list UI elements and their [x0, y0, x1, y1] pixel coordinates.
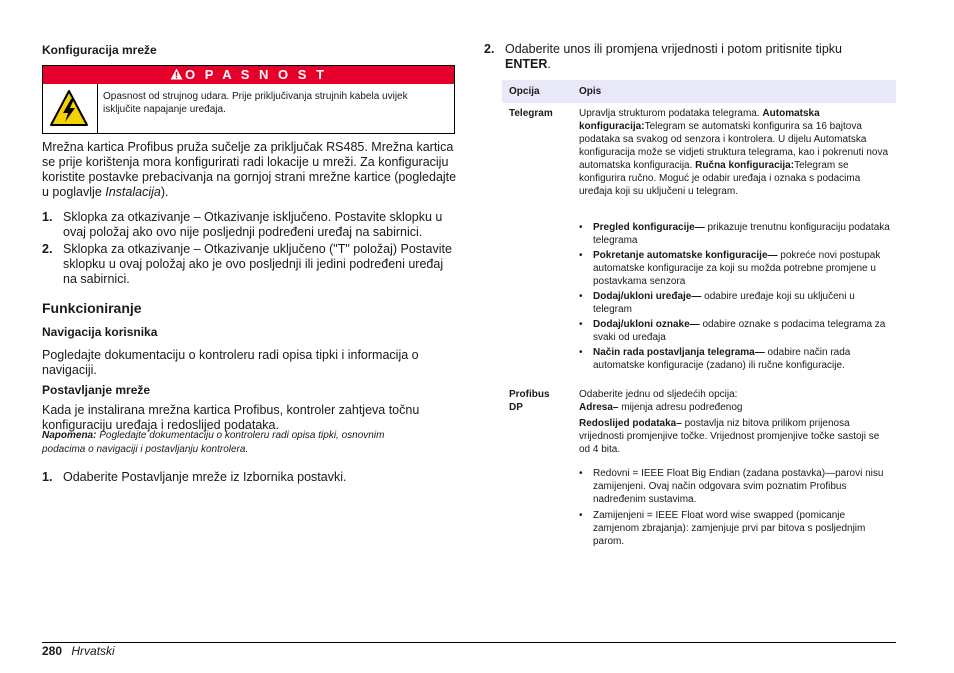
warning-icon-cell [43, 84, 98, 133]
user-navigation-heading: Navigacija korisnika [42, 325, 158, 339]
list-item: • Pregled konfiguracije— prikazuje trenutnu konfiguraciju podataka telegrama [579, 222, 890, 246]
danger-title: O P A S N O S T [184, 67, 328, 82]
data-order-description: Redoslijed podataka– postavlja niz bitova prilikom prijenosa vrijednosti promjenjive točke. Vrijednost promjenjive točke sastoji se od 4 bita. [579, 418, 880, 455]
column-header-option: Opcija [509, 86, 540, 97]
electrical-hazard-icon [49, 89, 89, 127]
warning-triangle-icon [170, 68, 183, 80]
option-telegram: Telegram [509, 108, 553, 119]
list-item: • Dodaj/ukloni uređaje— odabire uređaje koji su uključeni u telegram [579, 291, 855, 315]
danger-header [43, 66, 454, 84]
step-2-enter: 2. Odaberite unos ili promjena vrijednosti i potom pritisnite tipku ENTER. [484, 42, 842, 71]
network-setup-heading: Postavljanje mreže [42, 383, 151, 397]
footer [42, 644, 115, 658]
navigation-paragraph: Pogledajte dokumentaciju o kontroleru radi opisa tipki i informacija o navigaciji. [42, 348, 419, 377]
step-final: 1. Odaberite Postavljanje mreže iz Izbornika postavki. [42, 470, 347, 484]
list-item: • Zamijenjeni = IEEE Float word wise swapped (pomicanje zamjenom zbrajanja): zamjenjuje prvi par bitova s posljednjim parom. [579, 510, 866, 547]
table-header-row [502, 80, 896, 103]
option-profibus-dp: Profibus DP [509, 389, 550, 413]
note: Napomena: Pogledajte dokumentaciju o kontroleru radi opisa tipki, osnovnim podacima o navigaciji i postavljanju kontrolera. [42, 430, 385, 455]
column-header-description: Opis [579, 86, 602, 97]
danger-warning-box [42, 65, 455, 134]
page-number: 280 [42, 644, 63, 658]
footer-divider [42, 642, 896, 643]
intro-paragraph: Mrežna kartica Profibus pruža sučelje za priključak RS485. Mrežna kartica se prije korištenja mora konfigurirati radi lokacije u mreži. Za konfiguraciju koristite postavke prebacivanja na gornjoj strani mrežne kartice (pogledajte u poglavlje Instalacija). [42, 140, 457, 199]
danger-text: Opasnost od strujnog udara. Prije priključivanja strujnih kabela uvijek isključite napajanje uređaja. [103, 91, 408, 115]
step-2: 2. Sklopka za otkazivanje – Otkazivanje uključeno ("T" položaj) Postavite sklopku u ovaj položaj ako je ovo posljednji ili jedini podređeni uređaj na sabirnici. [42, 242, 452, 286]
list-item: • Dodaj/ukloni oznake— odabire oznake s podacima telegrama za svaki od uređaja [579, 319, 886, 343]
setup-paragraph: Kada je instalirana mrežna kartica Profibus, kontroler zahtjeva točnu konfiguraciju uređaja i redoslijed podataka. [42, 403, 420, 432]
section-heading-network-config: Konfiguracija mreže [42, 43, 157, 57]
footer-language: Hrvatski [71, 644, 115, 658]
functioning-heading: Funkcioniranje [42, 300, 142, 316]
profibus-intro: Odaberite jednu od sljedećih opcija: Adresa– mijenja adresu podređenog [579, 389, 743, 413]
telegram-description: Upravlja strukturom podataka telegrama. Automatska konfiguracija:Telegram se automatski konfigurira sa 16 bajtova podataka sa svakog od senzora i kontrolera. U dijelu Automatska konfiguracija može se vidjeti struktura telegrama, kao i pokrenuti nova automatska konfiguracija. Ručna konfiguracija:Telegram se konfigurira ručno. Moguć je odabir uređaja i oznaka s podacima uređaja koji su uključeni u telegram. [579, 108, 889, 197]
list-item: • Način rada postavljanja telegrama— odabire način rada automatske konfiguracije (zadano) ili ručne konfiguracije. [579, 347, 851, 371]
list-item: • Pokretanje automatske konfiguracije— pokreće novi postupak automatske konfiguracije za koji su možda potrebne promjene u postavkama senzora [579, 250, 881, 287]
step-1: 1. Sklopka za otkazivanje – Otkazivanje isključeno. Postavite sklopku u ovaj položaj ako ovo nije posljednji podređeni uređaj na sabirnici. [42, 210, 443, 239]
list-item: • Redovni = IEEE Float Big Endian (zadana postavka)—parovi nisu zamijenjeni. Ovaj način odgovara svim poznatim Profibus nadređenim sustavima. [579, 468, 884, 505]
